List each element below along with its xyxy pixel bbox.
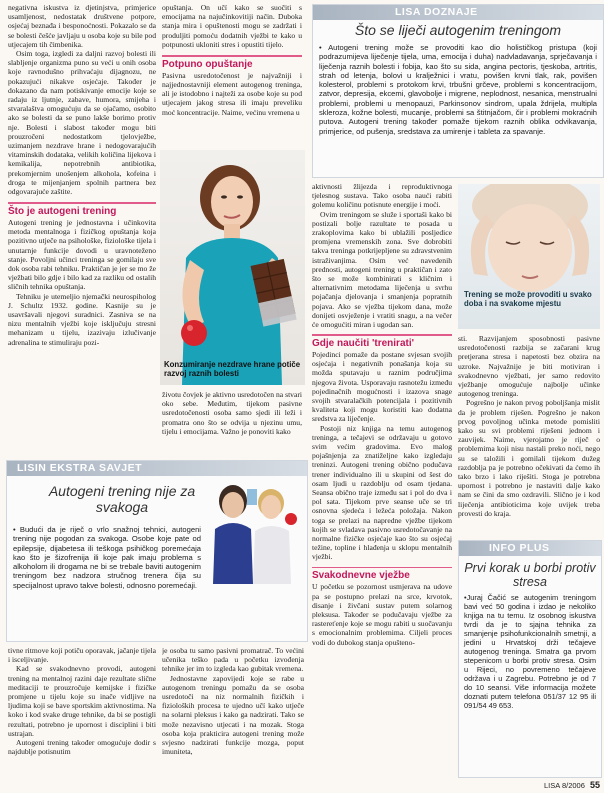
photo-woman-with-chocolate [160, 150, 305, 385]
divider [162, 55, 302, 57]
photo-caption: Trening se može provoditi u svako doba i na svakome mjestu [464, 290, 592, 309]
photo-caption: Konzumiranje nezdrave hrane potiče razvoj raznih bolesti [164, 360, 301, 379]
woman-illustration [160, 150, 305, 385]
photo-relaxed-woman [458, 184, 600, 329]
paragraph: životu čovjek je aktivno usredotočen na stvari oko sebe. Međutim, tijekom pasivne usredotočenosti osoba samo sjedi ili leži i promatra ono što se odvija u njezinu umu, tijelu i emocijama. Važno je ponoviti kako [162, 390, 302, 436]
divider [8, 202, 156, 204]
paragraph: Autogeni trening je jednostavna i učinkovita metoda mentalnoga i fizičkog opuštanja koja pozitivno utječe na psihološke, fiziološke tijela i unutarnje funkcije dovodi u uravnoteženo stanje. Povoljni učinci treninga se gomilaju sve dok osoba rabi tehniku. Praktičan je jer se mo že vježbati bilo gdje i bilo kad za razliku od ostalih sličnih tehnika opuštanja. [8, 217, 156, 292]
section-heading: Gdje naučiti 'trenirati' [312, 337, 414, 349]
page-number: 55 [589, 780, 600, 790]
paragraph: Kad se svakodnevno provodi, autogeni trening na mentalnoj razini daje rezultate slične meditaciji te prouzročuje kemijske i fizičke promjene u tijelu koje su inače vidljive na ljudima koji se bave sportskim aktivnostima. Na koko i kod svake druge tehnike, da bi se postigli rezultati, potrebno je upornost i disciplini i biti ustrajan. [8, 664, 156, 738]
box-title: Što se liječi autogenim treningom [354, 22, 562, 38]
couple-illustration [203, 479, 303, 584]
box-title: Autogeni trening nije za svakoga [48, 483, 196, 515]
paragraph: aktivnosti žlijezda i reproduktivnoga tjelesnog sustava. Tako osoba naući rabiti golemu količinu potisnute energije i moći. [312, 182, 452, 210]
paragraph: je osoba tu samo pasivni promatrač. To većini učenika teško pada u početku izvođenja tehnike jer im to izgleda kao gubitak vremena. [162, 646, 304, 674]
box-tag-label: INFO PLUS [489, 542, 550, 554]
box-text: •Juraj Čačić se autogenim treningom bavi već 50 godina i izdao je nekoliko knjiga na tu temu. Iz osobnog iskustva tvrdi da je to sjajna tehnika za smanjenje psihofunkcionalnih smetnji, a jedini u Hrvatskoj drži tečajeve autogenog treninga. Smatra ga prvom stepenicom u borbi protiv stresa. Osim u Rijeci, no povremeno tečajeve održava i u Zagrebu. Potrebno je od 7 do 10 seansi. Više informacija možete doznati putem telefona 051/37 12 95 ili 091/54 49 653. [464, 593, 596, 710]
column-2-top [162, 3, 302, 153]
box-tag-label: LISA DOZNAJE [395, 6, 478, 18]
divider [312, 567, 452, 569]
column-2-mid [162, 390, 302, 458]
box-text: • Budući da je riječ o vrlo snažnoj tehnici, autogeni trening nije pogodan za svakoga. Osobe koje pate od epilepsije, dijabetesa ili teškoga psihičkog poremećaja kao što je šizofrenija ili koje pak imaju problema s alkoholom ili drogama ne bi se trebale baviti autogenim treningom bez nadzora stručnog trenera čija su specijalnost upravo takve bolesti, odnosno poremećaji. [13, 525, 201, 590]
divider [312, 334, 452, 336]
section-heading: Potpuno opuštanje [162, 58, 253, 70]
section-heading: Svakodnevne vježbe [312, 570, 410, 582]
paragraph: sti. Razvijanjem sposobnosti pasivne usredotočenosti razbija se začarani krug pretjerana stresa i napetosti bez obzira na uzroke. Najvažnije je biti motiviran i svakodnevno vježbati, jer samo redovito vježbanje omogućuje najbolje učinke autogenog treninga. [458, 334, 600, 399]
box-tag [313, 5, 603, 20]
box-title: Prvi korak u borbi protiv stresa [464, 561, 596, 589]
box-tag-label: LISIN EKSTRA SAVJET [17, 462, 143, 474]
relaxed-face-illustration [458, 184, 600, 304]
paragraph: Tehniku je utemeljio njemački neurospiholog J. Schultz 1932. godine. Kasnije su je usavršavali njegovi suradnici. Zasniva se na nizu mentalnih vježbi koje isključuju stresni mehanizam u tijelu, izazivaju izlučivanje adrenalina te stimuliraju pozi- [8, 291, 156, 347]
box-text: • Autogeni trening može se provoditi kao dio holističkog pristupa (koji podrazumijeva liječenje tijela, uma, emocija i duha) nadvladavanja, sprječavanja i liječenja raznih bolesti i fobija, kao što su sida, angina pectoris, tjeskoba, artritis, strah od letenja, bolovi u kralježnici i vratu, povišen krvni tlak, rak, povišen kolesterol, problemi s protokom krvi, trbušni grčeve, problemi s koncentracijom, zatvor, depresija, ekcemi, glavobolje i migrene, neplodnost, nesanica, menstrualni problemi, problemi u menopauzi, Parkinsonov sindrom, upala ždrijela, multipla skleroza, kožne bolesti, mucanje, problemi sa štitnjačom, čir i problemi mokraćnih putova. Autogeni trening također pomaže tijekom raznih oblika odvikavanja, primjerice, od pušenja, sredstava za umirenje i tableta za spavanje. [319, 43, 597, 136]
section-heading: Što je autogeni trening [8, 205, 117, 217]
box-lisa-doznaje [312, 4, 604, 178]
box-tag [459, 541, 601, 556]
paragraph: Autogeni trening također omogućuje dodir s najdublje potisnutim [8, 738, 156, 757]
paragraph: Pogrešno je nakon prvog poboljšanja mislit da je problem riješen. Pogrešno je nakon prvog povoljnog učinka metode pomisliti kako su svi problemi riješeni jednom i zauvijek. Naime, vjerojatno je riječ o problemima koji nisu nastali preko noći, nego su se taložili i gomilali tijekom dužeg razdoblja pa je potrebno očekivati da ćemo ih tako brzo i lako riješiti. Stoga je potrebna upornost i potrebno je nastaviti dalje kako nam se čini da smo ozdravili. Slično je i kod liječenja antibioticima koje uvijek treba provesti do kraja. [458, 398, 600, 518]
box-tag [7, 461, 307, 476]
paragraph: tivne ritmove koji potiču oporavak, jačanje tijela i isceljivanje. [8, 646, 156, 665]
paragraph: opuštanja. On učí kako se suočiti s emocijama na najučinkovitiji način. Duboka stanja mira i opuštenosti mogu se zadržati i produljiti pomoću dodatnih vježbi te kako u potpunosti ukloniti stres i opustiti tijelo. [162, 3, 302, 49]
paragraph: U početku se pozornost usmjerava na udove pa se postupno prelazi na srce, krvotok, disanje i živčani sustav putem solarnog pleksusa. Također se podučavaju vježbe za rastereťenje koje se mogu rabiti u suočavanju s emocionalnim problemima. Ciljeli proces vodi do dubokog stanja opušteno- [312, 582, 452, 647]
paragraph: Ovim treningom se služe i sportaši kako bi postizali bolje razultate te posada u zrakoplovima kako bi ublažili posljedice promjena vremenskih zona. Sve dobrobiti takva treninga potkrijepljene su zdravstvenim istraživanjima. Osim već navedenih prednosti, autogeni trening u praktičan i zato što se može kombinirati s kličnim i alternativnim metodama liječenja u svrhu pojačanja djelovanja i smanjenja popratnih pojava. Ako se vježba tijekom dana, može donijeti osvježenje i vratiti snagu, a na večer će omogućiti miran i ugodan san. [312, 209, 452, 330]
paragraph: Jednostavne zapovijedi koje se rabe u autogenom treningu pomažu da se osoba usredotoči na niz normalnih fizičkih i fizioloških procesa te ujedno učí kako utječe na solarni pleksus i kako ga nadzirati. Tako se može nezavisno utjecati i na mozak. Stoga osoba koja prakticira autogeni trening može svjesno nadzirati funkcije mozga, poput imuniteta, [162, 673, 304, 757]
column-2-bottom [162, 646, 304, 791]
column-1-top [8, 3, 156, 458]
issue-label: LISA 8/2006 [544, 781, 585, 790]
box-ekstra-savjet [6, 460, 308, 642]
box-info-plus [458, 540, 602, 778]
paragraph: Pojedinci pomaže da postane svjesan svojih osjećaja i negativnih ponašanja koja su možda sputavaju u raznim područjima njegova života. Usporavaju rasnotežu između pojedinačnih mogućnosti i izazova snage svojih stvaralačkih potencijala i pozitivnih kvaliteta koji mogu koristiti kao dodatna sredstva za liječenje. [312, 349, 452, 424]
page-footer [520, 780, 600, 791]
column-4 [458, 334, 600, 534]
column-3 [312, 182, 452, 790]
paragraph: negativna iskustva iz djetinjstva, primjerice usamljenost, nedostatak društvene potpore, osjećaj beznađa i besponoćnosti. Pokazalo se da se bolesti češće javljaju u osoba koje su bile pod utjecajem tih čimbenika. [8, 3, 156, 49]
paragraph: Postoji niz knjiga na temu autogenog treninga, a tečajevi se održavaju u gotovo svim većim gradovima. Evo malog pojašnjenja za znatiželjne kako izgledaju treninzi. Autogeni trening obično podučava trener individualno ili u skupini od šest do osam ljudi u razdoblju od osam tjedana. Seansa obično traje između sat i pol do dva i pol sata. Tijekom prve seanse uče se tri osnovna sjedeća i ležeća položaja. Nakon toga se prelazi na napredne vježbe tijekom kojih se svladava pasivno usredotočavanje na normalne fizičke osjećaje kao što su osjećaj težine, topline i hlađenja u sklopu mentalnih vježbi. [312, 423, 452, 562]
column-1-bottom [8, 646, 156, 791]
paragraph: Osim toga, izgledi za daljni razvoj bolesti ili slabljenje organizma puno su veći u onih osoba koje ravnodušno prihvaćaju dijagnozu, ne pokazujući nikakve osjećaje. Također je dokazano da nam potiskivanje emocije koje se radaju iz ljutnje, zabave, humora, smijeha i stvaralaštva omogućuju da se ojačamo, osobito ako se bolesti da se puno lakše borimo protiv nje. Bolesti i slabost također mogu biti prouzročeni nedostatkom tjelovježbe, uzimanjem nezdrave hrane i nedogovarajućih vitaminskih dodataka, velikih količina lijekova i kemikalija, nepotrebnih antibiotika, prekomjernim unošenjem alkohola, kofeina i droga te mijenjanjem spolnih partnera bez odgovarajuće zaštite. [8, 49, 156, 197]
paragraph: Pasivna usredotočenost je najvažniji i najjednostavniji element autogenog treninga, ali je istodobno i najteži za osobe koje su pod utjecajem jakog stresa ili imaju preveliku moć koncentracije. Naime, većinu vremena u [162, 70, 302, 117]
